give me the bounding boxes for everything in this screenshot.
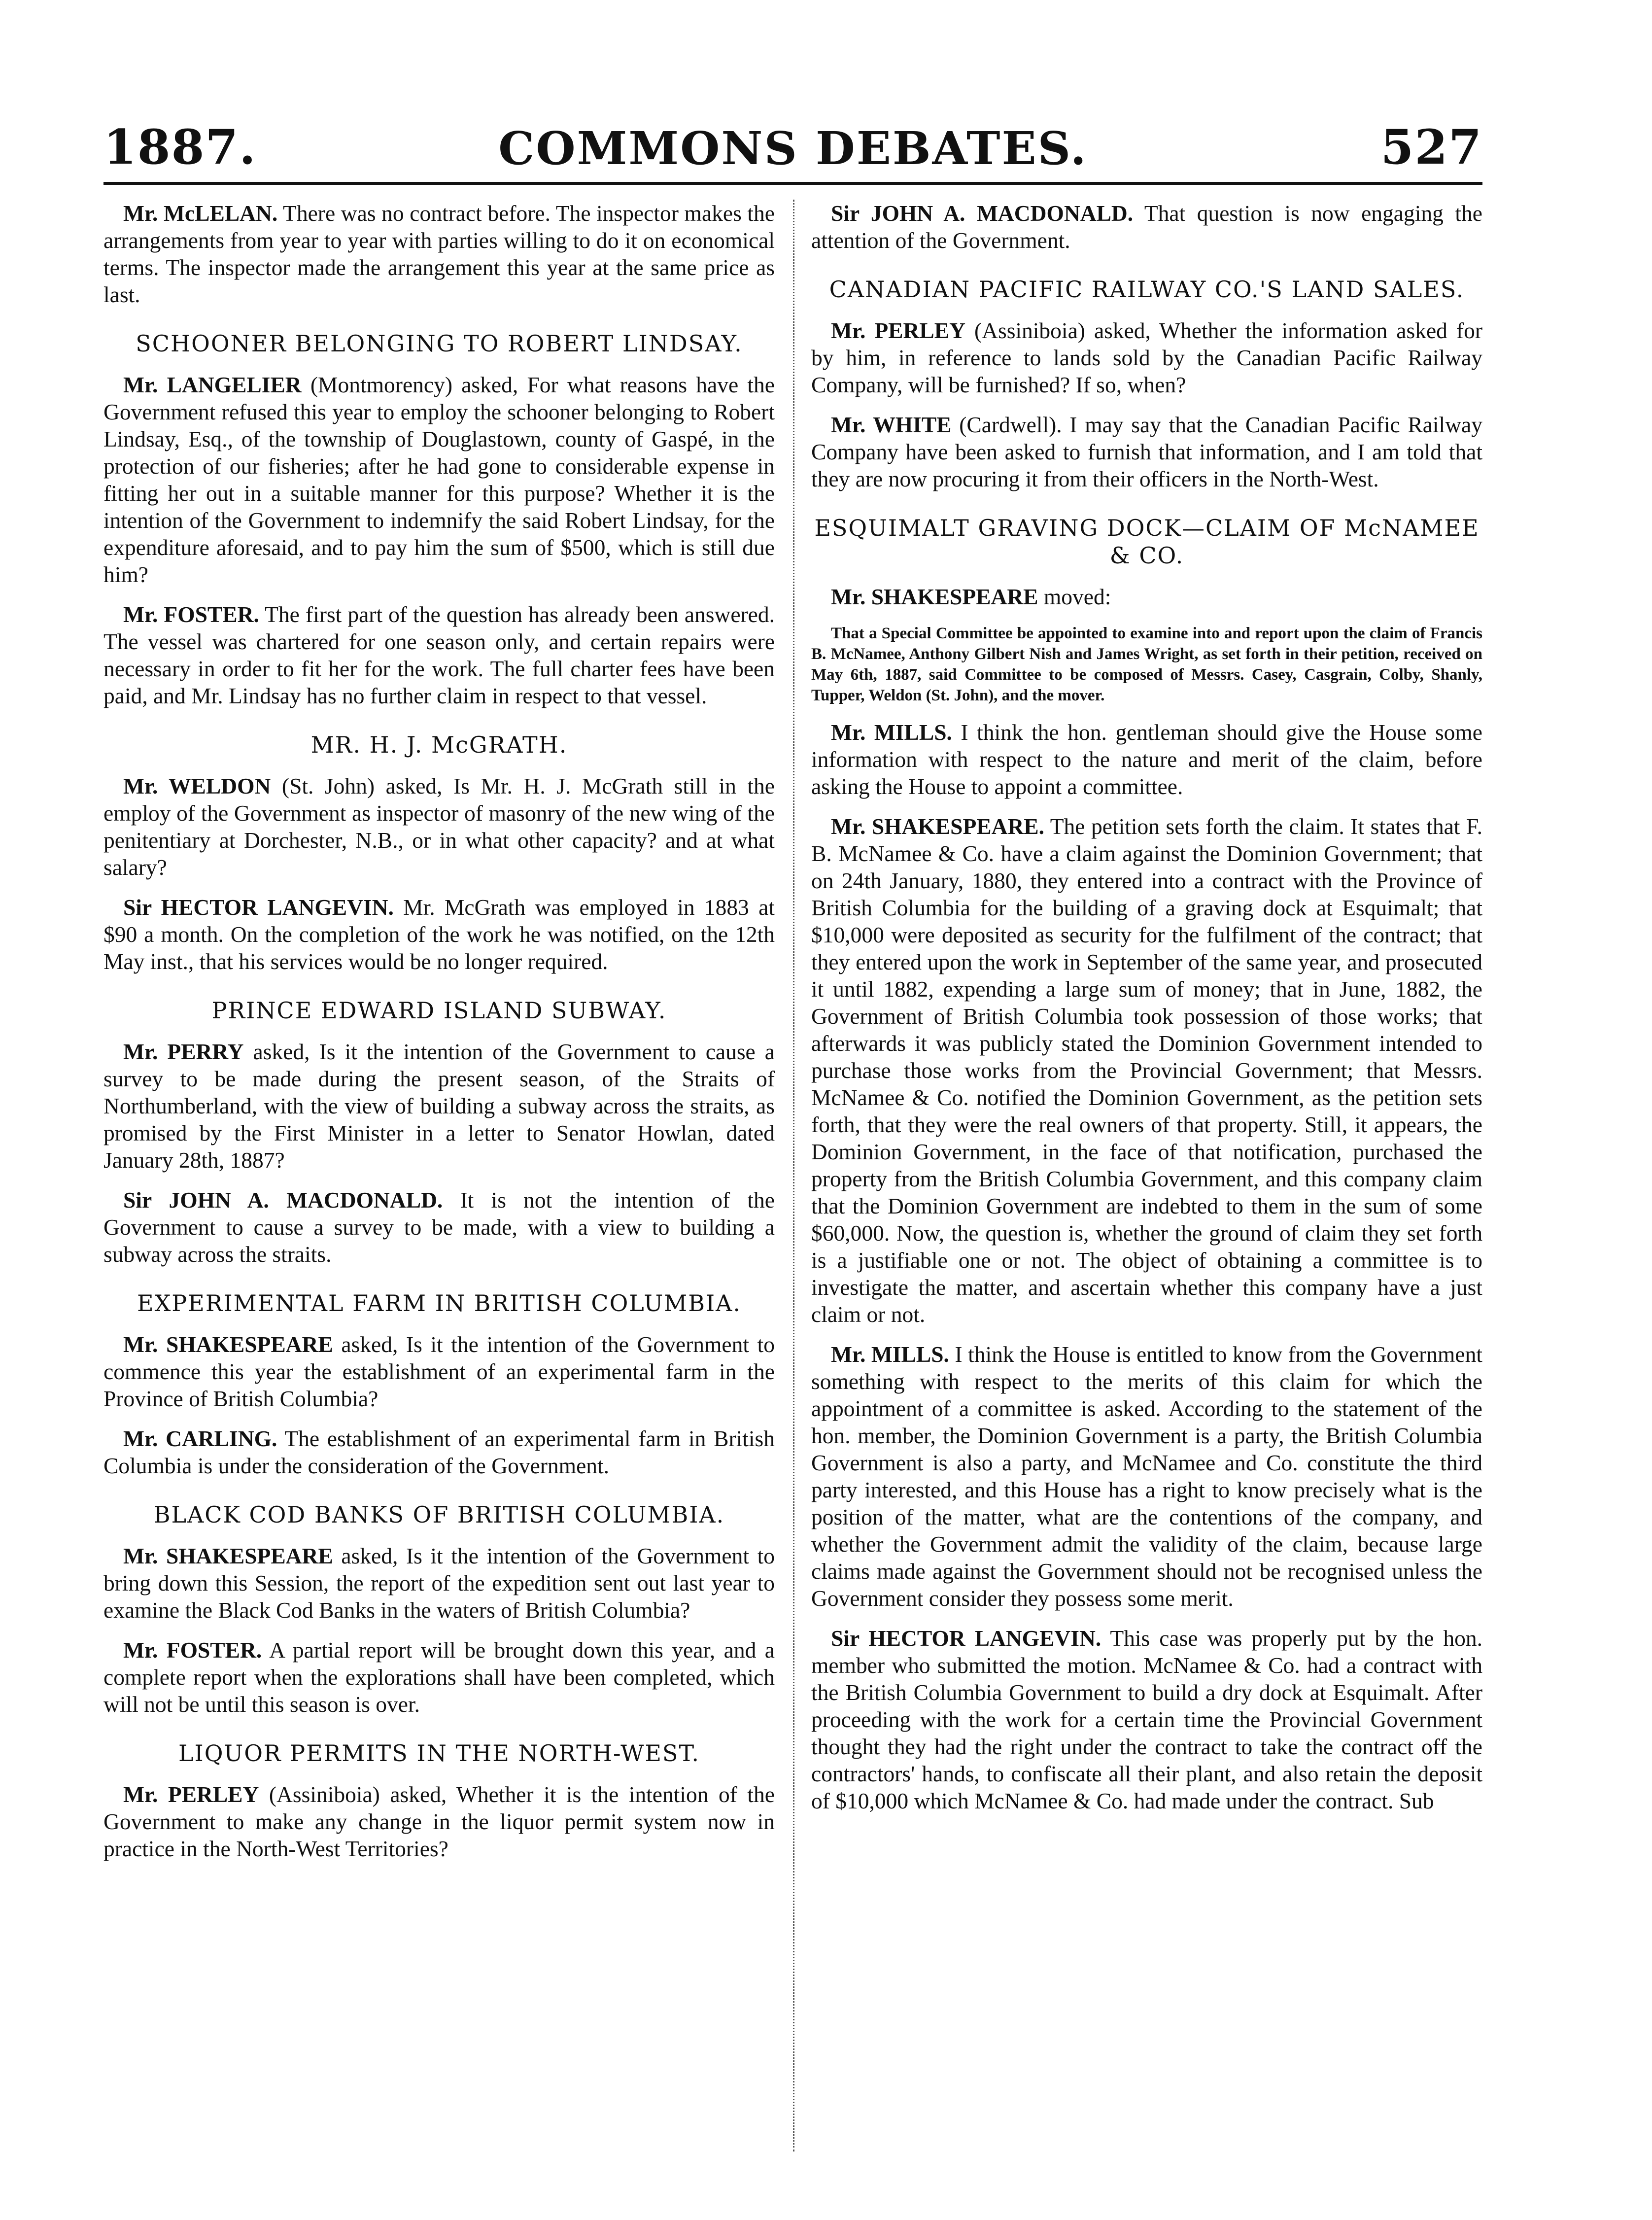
paragraph — [811, 719, 1482, 800]
paragraph-text: It is not the intention of the Government to cause a survey to be made, with a view to building a subway across the straits. — [103, 1187, 775, 1267]
section-heading: MR. H. J. McGRATH. — [310, 731, 568, 758]
paragraph-text: asked, Is it the intention of the Government to commence this year the establishment of an experimental farm in the Province of British Columbia? — [103, 1332, 775, 1411]
speaker-name: Mr. FOSTER. — [123, 1637, 262, 1663]
paragraph-text: That question is now engaging the attention of the Government. — [811, 201, 1482, 253]
paragraph-text: (Assiniboia) asked, Whether the information asked for by him, in reference to lands sold by the Canadian Pacific Railway Company, will be furnished? If so, when? — [811, 318, 1482, 397]
paragraph — [811, 1341, 1482, 1612]
paragraph-text: This case was properly put by the hon. member who submitted the motion. McNamee & Co. had a contract with the British Columbia Government to build a dry dock at Esquimalt. After proceeding with the work for a certain time the Provincial Government thought they had the right under the contract to take the contract off the contractors' hands, to confiscate all their plant, and also retain the deposit of $10,000 which McNamee & Co. had made under the contract. Sub — [811, 1626, 1482, 1813]
paragraph-text: asked, Is it the intention of the Government to bring down this Session, the report of the expedition sent out last year to examine the Black Cod Banks in the waters of British Columbia? — [103, 1543, 775, 1623]
paragraph-text: I think the House is entitled to know from the Government something with respect to the merits of this claim for which the appointment of a committee is asked. According to the statement of the hon. member, the Dominion Government is a party, the British Columbia Government is also a party, and McNamee and Co. constitute the third party interested, and this House has a right to know precisely what is the position of the matter, what are the contentions of the company, and whether the Government admit the validity of the claim, because large claims made against the Government should not be recognised unless the Government consider they possess some merit. — [811, 1342, 1482, 1611]
header-title: COMMONS DEBATES. — [498, 122, 1088, 175]
speaker-name: Mr. WELDON — [123, 773, 271, 798]
paragraph — [103, 1781, 775, 1862]
paragraph-text: Mr. McGrath was employed in 1883 at $90 a month. On the completion of the work he was notified, on the 12th May inst., that his services would be no longer required. — [103, 895, 775, 974]
speaker-name: Mr. SHAKESPEARE. — [831, 814, 1045, 839]
speaker-name: Mr. SHAKESPEARE — [831, 584, 1038, 609]
paragraph-text: moved: — [1038, 584, 1111, 609]
paragraph — [811, 200, 1482, 254]
paragraph — [103, 1636, 775, 1718]
section-heading: PRINCE EDWARD ISLAND SUBWAY. — [211, 997, 667, 1024]
speaker-name: Sir JOHN A. MACDONALD. — [831, 201, 1134, 226]
section-heading: LIQUOR PERMITS IN THE NORTH-WEST. — [178, 1740, 700, 1767]
paragraph-text: (Cardwell). I may say that the Canadian Pacific Railway Company have been asked to furnish that information, and I am told that they are now procuring it from their officers in the North-West. — [811, 412, 1482, 491]
section-heading: BLACK COD BANKS OF BRITISH COLUMBIA. — [153, 1501, 725, 1528]
left-column — [103, 200, 775, 1875]
paragraph — [811, 411, 1482, 492]
speaker-name: Mr. FOSTER. — [123, 602, 259, 627]
section-heading: CANADIAN PACIFIC RAILWAY CO.'S LAND SALES. — [829, 276, 1465, 303]
paragraph-text: (St. John) asked, Is Mr. H. J. McGrath still in the employ of the Government as inspector of masonry of the new wing of the penitentiary at Dorchester, N.B., or in what other capacity? and at what salary? — [103, 773, 775, 880]
speaker-name: Mr. WHITE — [831, 412, 952, 437]
paragraph — [811, 813, 1482, 1328]
right-column — [811, 200, 1482, 1827]
speaker-name: Mr. PERRY — [123, 1039, 244, 1064]
paragraph — [103, 1425, 775, 1479]
speaker-name: Mr. MILLS. — [831, 720, 952, 745]
speaker-name: Mr. SHAKESPEARE — [123, 1543, 333, 1568]
speaker-name: Mr. PERLEY — [123, 1782, 259, 1807]
section-heading: SCHOONER BELONGING TO ROBERT LINDSAY. — [136, 330, 743, 357]
paragraph-text: I think the hon. gentleman should give the House some information with respect to the nature and merit of the claim, before asking the House to appoint a committee. — [811, 720, 1482, 799]
motion-text: That a Special Committee be appointed to examine into and report upon the claim of Francis B. McNamee, Anthony Gilbert Nish and James Wright, as set forth in their petition, received on May 6th, 1887, said Committee to be composed of Messrs. Casey, Casgrain, Colby, Shanly, Tupper, Weldon (St. John), and the mover. — [811, 624, 1482, 704]
speaker-name: Mr. McLELAN. — [123, 201, 278, 226]
paragraph-text: The first part of the question has already been answered. The vessel was chartered for one season only, and certain repairs were necessary in order to fit her for the work. The full charter fees have been paid, and Mr. Lindsay has no further claim in respect to that vessel. — [103, 602, 775, 708]
speaker-name: Mr. LANGELIER — [123, 372, 302, 397]
paragraph — [103, 1186, 775, 1268]
speaker-name: Mr. MILLS. — [831, 1342, 949, 1367]
paragraph — [811, 317, 1482, 398]
header-page-number: 527 — [1380, 119, 1482, 175]
speaker-name: Sir HECTOR LANGEVIN. — [123, 895, 394, 920]
paragraph — [103, 772, 775, 881]
speaker-name: Mr. CARLING. — [123, 1426, 277, 1451]
page — [103, 111, 1482, 2151]
section-heading: EXPERIMENTAL FARM IN BRITISH COLUMBIA. — [137, 1290, 742, 1317]
paragraph — [103, 1331, 775, 1412]
column-divider — [793, 200, 795, 2151]
page-header — [103, 111, 1482, 185]
paragraph — [103, 894, 775, 975]
paragraph-text: The establishment of an experimental farm in British Columbia is under the consideration of the Government. — [103, 1426, 775, 1478]
paragraph-text: asked, Is it the intention of the Government to cause a survey to be made during the present season, of the Straits of Northumberland, with the view of building a subway across the straits, as promised by the First Minister in a letter to Senator Howlan, dated January 28th, 1887? — [103, 1039, 775, 1173]
paragraph — [103, 1542, 775, 1624]
paragraph — [811, 583, 1482, 610]
paragraph-text: The petition sets forth the claim. It states that F. B. McNamee & Co. have a claim against the Dominion Government; that on 24th January, 1880, they entered into a contract with the Province of British Columbia for the building of a graving dock at Esquimalt; that $10,000 were deposited as security for the fulfilment of the contract; that they entered upon the work in September of the same year, and prosecuted it until 1882, expending a large sum of money; that in June, 1882, the Government of British Columbia took possession of those works; that afterwards it was publicly stated the Dominion Government intended to purchase those works from the Provincial Government; that Messrs. McNamee & Co. notified the Dominion Government, as the petition sets forth, that they were the real owners of that property. Still, it appears, the Dominion Government, in the face of that notification, purchased the property from the British Columbia Government, and this company claim that the Dominion Government are indebted to them in the sum of some $60,000. Now, the question is, whether the ground of claim they set forth is a justifiable one or not. The object of obtaining a committee is to investigate the matter, and ascertain whether this company have a just claim or not. — [811, 814, 1482, 1327]
speaker-name: Sir JOHN A. MACDONALD. — [123, 1187, 443, 1213]
section-heading: ESQUIMALT GRAVING DOCK—CLAIM OF McNAMEE & CO. — [814, 515, 1480, 569]
paragraph-text: A partial report will be brought down this year, and a complete report when the explorations shall have been completed, which will not be until this season is over. — [103, 1637, 775, 1717]
paragraph — [103, 371, 775, 588]
paragraph — [103, 200, 775, 308]
paragraph-text: (Montmorency) asked, For what reasons have the Government refused this year to employ the schooner belonging to Robert Lindsay, Esq., of the township of Douglastown, county of Gaspé, in the protection of our fisheries; after he had gone to considerable expense in fitting her out in a suitable manner for this purpose? Whether it is the intention of the Government to indemnify the said Robert Lindsay, for the expenditure aforesaid, and to pay him the sum of $500, which is still due him? — [103, 372, 775, 587]
header-year: 1887. — [103, 119, 257, 175]
paragraph — [103, 1038, 775, 1174]
paragraph-text: (Assiniboia) asked, Whether it is the intention of the Government to make any change in the liquor permit system now in practice in the North-West Territories? — [103, 1782, 775, 1861]
speaker-name: Mr. SHAKESPEARE — [123, 1332, 333, 1357]
speaker-name: Mr. PERLEY — [831, 318, 965, 343]
speaker-name: Sir HECTOR LANGEVIN. — [831, 1626, 1101, 1651]
paragraph — [103, 601, 775, 709]
paragraph — [811, 1625, 1482, 1814]
paragraph-text: There was no contract before. The inspector makes the arrangements from year to year with parties willing to do it on economical terms. The inspector made the arrangement this year at the same price as last. — [103, 201, 775, 307]
